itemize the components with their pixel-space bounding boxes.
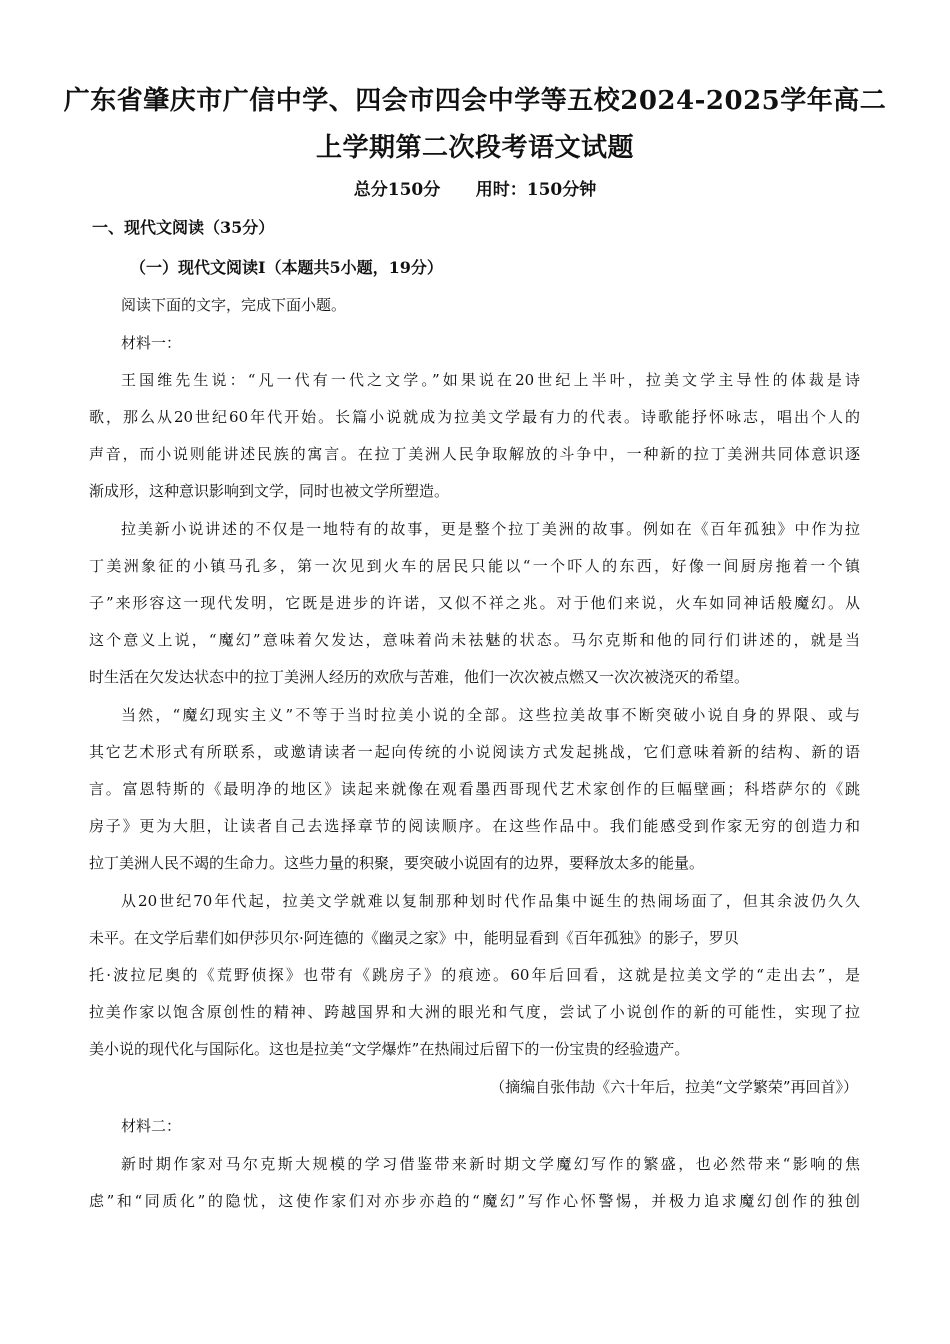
paragraph-line: 虑”和“同质化”的隐忧，这使作家们对亦步亦趋的“魔幻”写作心怀警惕，并极力追求魔幻创作的独创 — [89, 1192, 860, 1210]
paragraph-line: 未平。在文学后辈们如伊莎贝尔·阿连德的《幽灵之家》中，能明显看到《百年孤独》的影子，罗贝 — [89, 929, 739, 947]
paragraph-line: 从20世纪70年代起，拉美文学就难以复制那种划时代作品集中诞生的热闹场面了，但其余波仍久久 — [121, 892, 860, 910]
paragraph-line: 丁美洲象征的小镇马孔多，第一次见到火车的居民只能以“一个吓人的东西，好像一间厨房拖着一个镇 — [89, 557, 860, 575]
paragraph-line: 美小说的现代化与国际化。这也是拉美“文学爆炸”在热闹过后留下的一份宝贵的经验遗产。 — [89, 1040, 690, 1058]
paragraph-line: 时生活在欠发达状态中的拉丁美洲人经历的欢欣与苦难，他们一次次被点燃又一次次被浇灭的希望。 — [89, 668, 750, 686]
total-score: 总分150分 — [353, 180, 441, 200]
material-2-label: 材料二： — [121, 1117, 182, 1135]
paragraph-line: 子”来形容这一现代发明，它既是进步的许诺，又似不祥之兆。对于他们来说，火车如同神话般魔幻。从 — [89, 594, 860, 612]
paragraph-line: 拉美新小说讲述的不仅是一地特有的故事，更是整个拉丁美洲的故事。例如在《百年孤独》中作为拉 — [121, 520, 860, 538]
material-1-label: 材料一： — [121, 334, 182, 352]
exam-meta — [0, 178, 950, 202]
exam-time: 用时：150分钟 — [475, 180, 597, 200]
paragraph-line: 其它艺术形式有所联系，或邀请读者一起向传统的小说阅读方式发起挑战，它们意味着新的结构、新的语 — [89, 743, 860, 761]
paragraph-line: 这个意义上说，“魔幻”意味着欠发达，意味着尚未祛魅的状态。马尔克斯和他的同行们讲述的，就是当 — [89, 631, 860, 649]
paragraph-line: 声音，而小说则能讲述民族的寓言。在拉丁美洲人民争取解放的斗争中，一种新的拉丁美洲共同体意识逐 — [89, 445, 860, 463]
paragraph-line: 新时期作家对马尔克斯大规模的学习借鉴带来新时期文学魔幻写作的繁盛，也必然带来“影响的焦 — [121, 1155, 860, 1173]
paragraph-line: 拉丁美洲人民不竭的生命力。这些力量的积聚，要突破小说固有的边界，要释放太多的能量。 — [89, 854, 705, 872]
paragraph-line: 当然，“魔幻现实主义”不等于当时拉美小说的全部。这些拉美故事不断突破小说自身的界限、或与 — [121, 706, 860, 724]
subsection-heading: （一）现代文阅读Ⅰ（本题共5小题，19分） — [130, 258, 443, 277]
section-heading: 一、现代文阅读（35分） — [92, 218, 275, 237]
paragraph-line: 王国维先生说：“凡一代有一代之文学。”如果说在20世纪上半叶，拉美文学主导性的体裁是诗 — [121, 371, 860, 389]
paragraph-line: 渐成形，这种意识影响到文学，同时也被文学所塑造。 — [89, 482, 450, 500]
paragraph-line: 言。富恩特斯的《最明净的地区》读起来就像在观看墨西哥现代艺术家创作的巨幅壁画；科塔萨尔的《跳 — [89, 780, 860, 798]
paragraph-line: 歌，那么从20世纪60年代开始。长篇小说就成为拉美文学最有力的代表。诗歌能抒怀咏志，唱出个人的 — [89, 408, 860, 426]
instruction-text: 阅读下面的文字，完成下面小题。 — [121, 296, 347, 314]
paragraph-line: 托·波拉尼奥的《荒野侦探》也带有《跳房子》的痕迹。60年后回看，这就是拉美文学的“走出去”，是 — [89, 966, 860, 984]
paragraph-line: 拉美作家以饱含原创性的精神、跨越国界和大洲的眼光和气度，尝试了小说创作的新的可能性，实现了拉 — [89, 1003, 860, 1021]
exam-title-line-2: 上学期第二次段考语文试题 — [315, 133, 634, 163]
source-citation: （摘编自张伟劼《六十年后，拉美“文学繁荣”再回首》） — [490, 1078, 858, 1096]
exam-title-line-1: 广东省肇庆市广信中学、四会市四会中学等五校2024-2025学年高二 — [63, 86, 887, 116]
paragraph-line: 房子》更为大胆，让读者自己去选择章节的阅读顺序。在这些作品中。我们能感受到作家无穷的创造力和 — [89, 817, 860, 835]
